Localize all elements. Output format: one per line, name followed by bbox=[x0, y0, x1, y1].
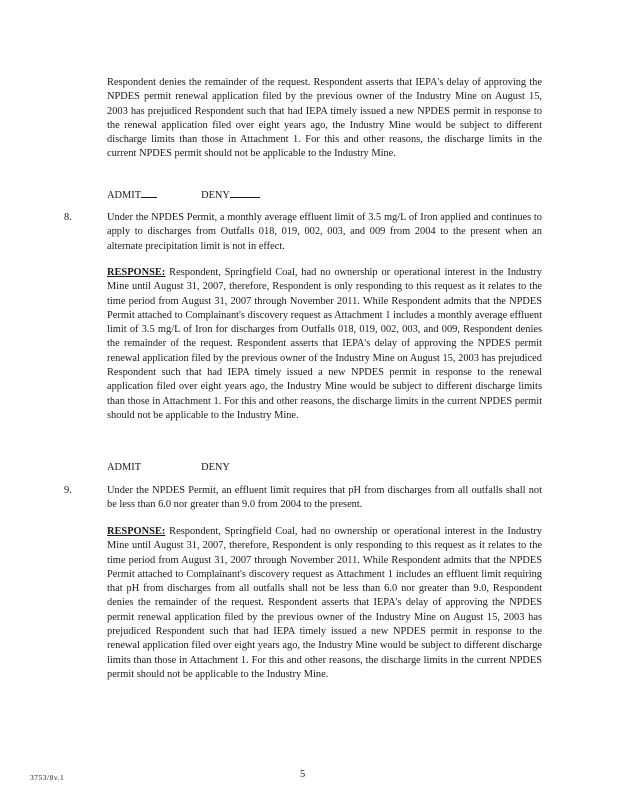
response-text: Respondent, Springfield Coal, had no ownership or operational interest in the Industry Mine until August 31, 2007, therefore, Respondent is only responding to this request as it relates to the time period from August 31, 2007 through November 2011. While Respondent admits that the NPDES Permit attached to Complainant's discovery request as Attachment 1 includes an effluent limit requiring that pH from discharges from all outfalls shall not be less than 6.0 nor greater than 9.0, Respondent denies the remainder of the request. Respondent asserts that IEPA's delay of approving the NPDES permit renewal application filed by the previous owner of the Industry Mine on August 15, 2003 has prejudiced Respondent such that had IEPA timely issued a new NPDES permit in response to the renewal application filed over eight years ago, the Industry Mine would be subject to different discharge limits than those in Attachment 1. For this and other reasons, the discharge limits in the current NPDES permit should not be applicable to the Industry Mine. bbox=[107, 526, 542, 680]
admit-label: ADMIT bbox=[107, 462, 142, 473]
admit-label: ADMIT bbox=[107, 190, 142, 201]
item-number: 8. bbox=[64, 212, 72, 223]
footer-document-code: 3753/8v.1 bbox=[30, 773, 65, 782]
item-number: 9. bbox=[64, 485, 72, 496]
response-text: Respondent, Springfield Coal, had no ownership or operational interest in the Industry Mine until August 31, 2007, therefore, Respondent is only responding to this request as it relates to the time period from August 31, 2007 through November 2011. While Respondent admits that the NPDES Permit attached to Complainant's discovery request as Attachment 1 includes a monthly average effluent limit of 3.5 mg/L of Iron for discharges from Outfalls 018, 019, 002, 003, and 009, Respondent denies the remainder of the request. Respondent asserts that IEPA's delay of approving the NPDES permit renewal application filed by the previous owner of the Industry Mine on August 15, 2003 has prejudiced Respondent such that had IEPA timely issued a new NPDES permit in response to the renewal application filed over eight years ago, the Industry Mine would be subject to different discharge limits than those in Attachment 1. For this and other reasons, the discharge limits in the current NPDES permit should not be applicable to the Industry Mine. bbox=[107, 267, 542, 421]
response-label: RESPONSE: bbox=[107, 526, 166, 537]
admit-blank bbox=[141, 187, 157, 198]
admit-blank bbox=[141, 459, 157, 470]
response-label: RESPONSE: bbox=[107, 267, 166, 278]
admit-deny-line-8 bbox=[107, 459, 230, 475]
admit-deny-line bbox=[107, 187, 260, 203]
request-text: Under the NPDES Permit, a monthly average effluent limit of 3.5 mg/L of Iron applied and continues to apply to discharges from Outfalls 018, 019, 002, 003, and 009 from 2004 to the present when an alternate precipitation limit is not in effect. bbox=[107, 212, 542, 252]
request-text: Under the NPDES Permit, an effluent limit requires that pH from discharges from all outfalls shall not be less than 6.0 nor greater than 9.0 from 2004 to the present. bbox=[107, 485, 542, 511]
deny-label: DENY bbox=[201, 462, 230, 473]
deny-blank bbox=[230, 187, 260, 198]
response-paragraph-8 bbox=[107, 266, 542, 423]
response-paragraph-9 bbox=[107, 525, 542, 682]
response-continuation-paragraph: Respondent denies the remainder of the request. Respondent asserts that IEPA's delay of approving the NPDES permit renewal application filed by the previous owner of the Industry Mine on August 15, 2003 has prejudiced Respondent such that had IEPA timely issued a new NPDES permit in response to the renewal application filed over eight years ago, the Industry Mine would be subject to different discharge limits than those in Attachment 1. For this and other reasons, the discharge limits in the current NPDES permit should not be applicable to the Industry Mine. bbox=[107, 77, 542, 160]
deny-label: DENY bbox=[201, 190, 230, 201]
footer-page-number: 5 bbox=[300, 769, 306, 780]
